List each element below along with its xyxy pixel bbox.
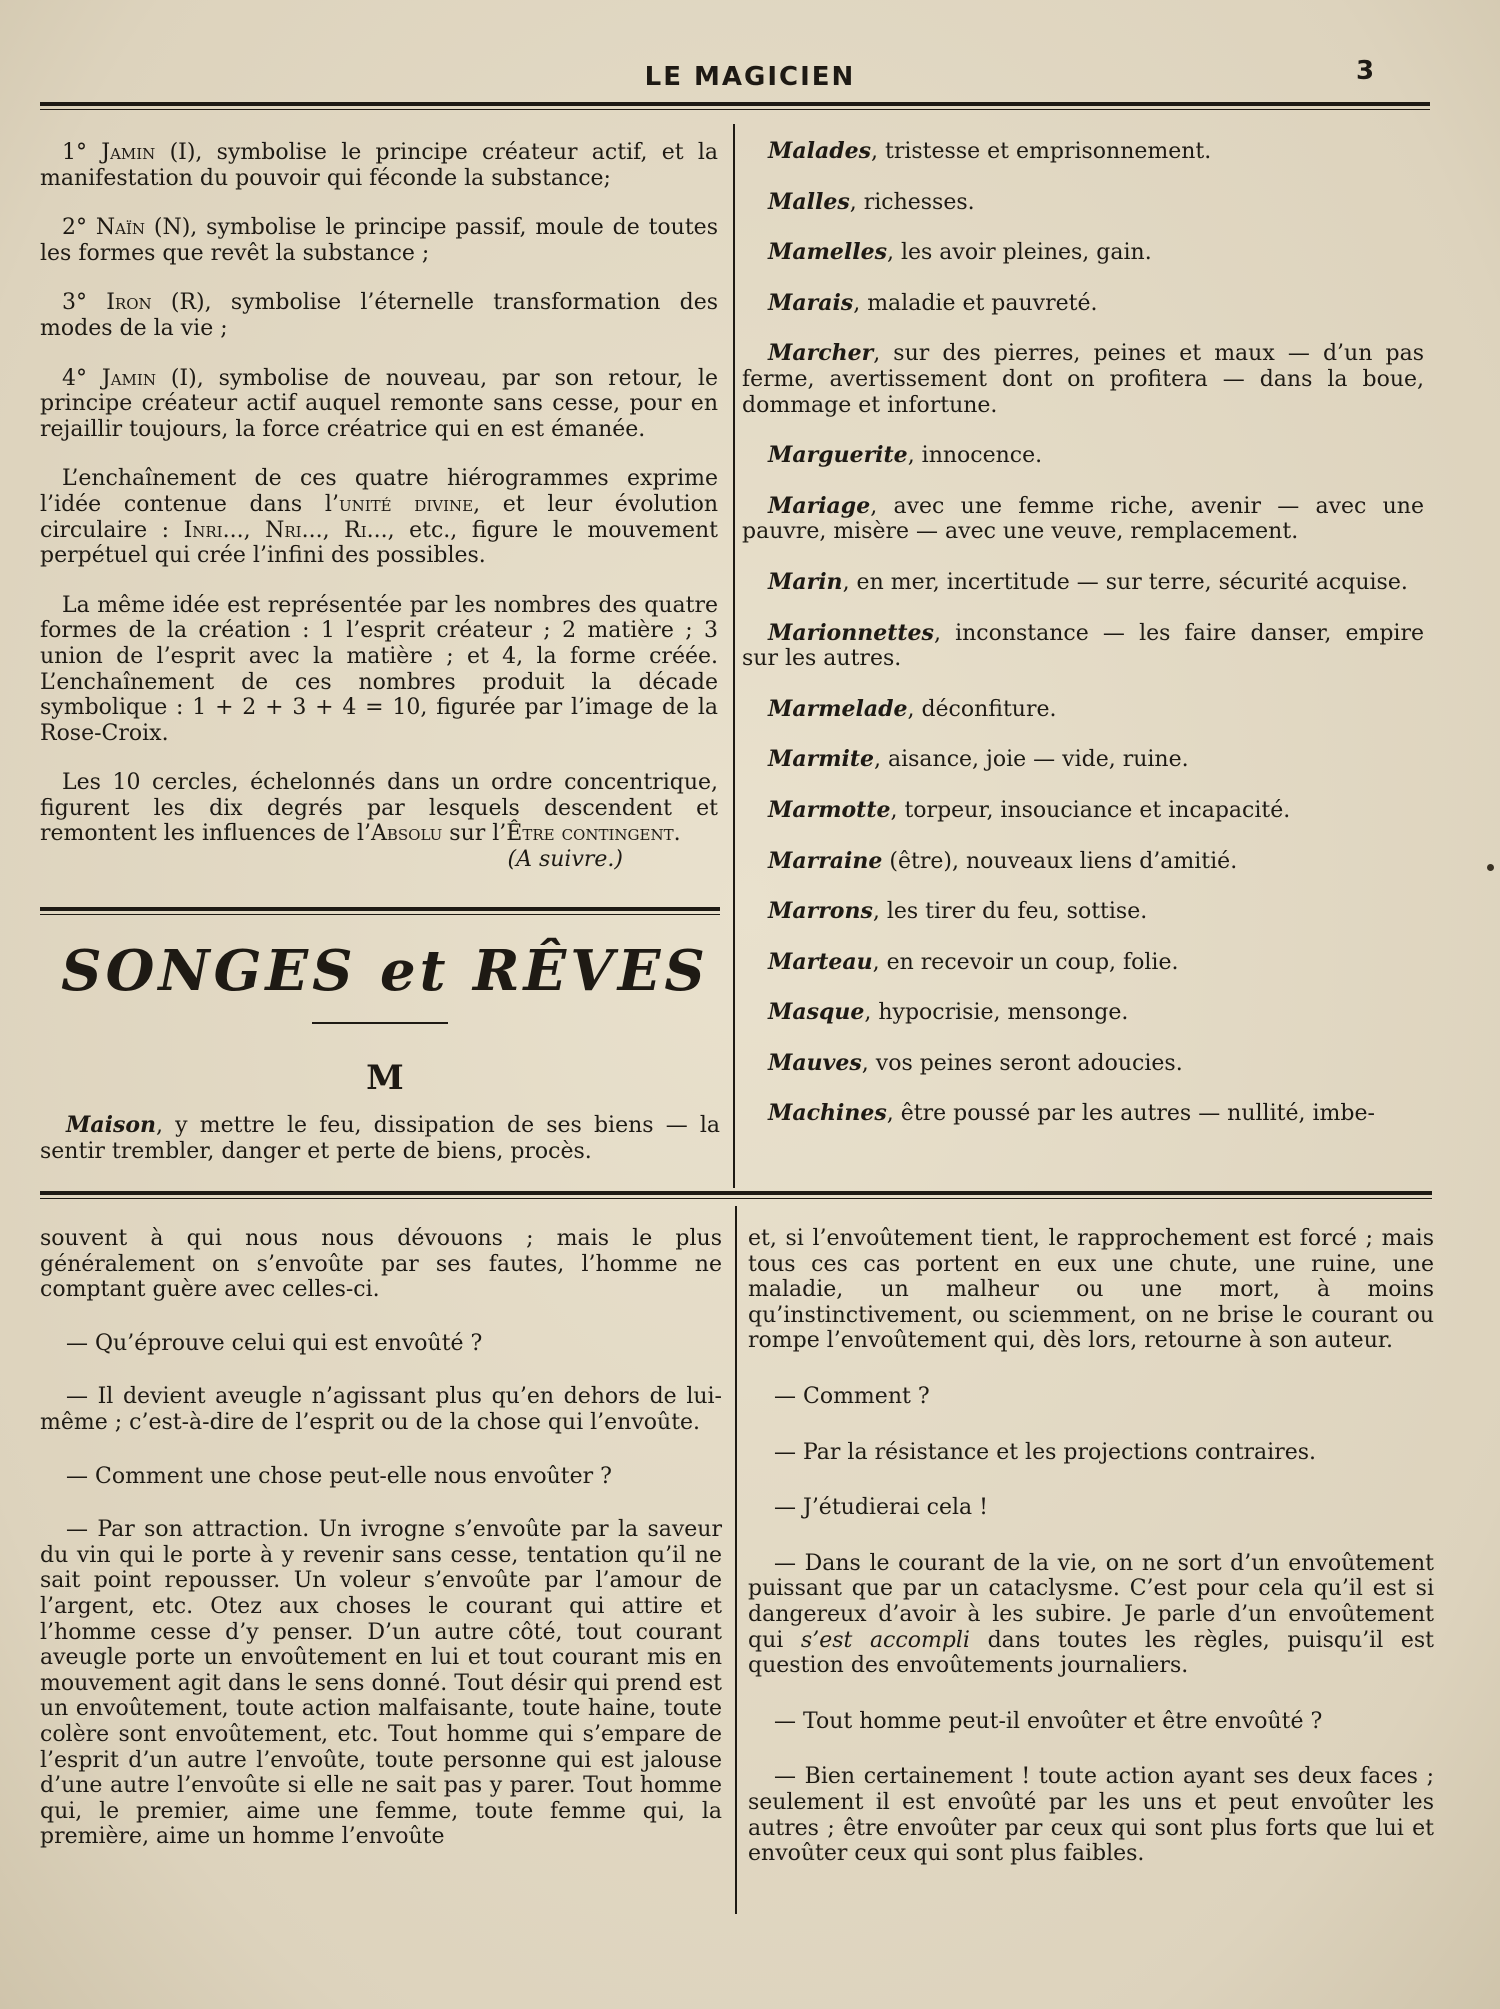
dream-meaning: , avec une femme riche, avenir — avec une pauvre, misère — avec une veuve, remplacement. — [742, 493, 1424, 545]
dream-meaning: , innocence. — [907, 443, 1043, 469]
mid-page-rule-thin — [40, 1198, 1432, 1199]
dream-meaning: , tristesse et emprisonnement. — [871, 139, 1212, 164]
dream-keyword: Marmite — [768, 746, 874, 773]
paragraph-text: — Dans le courant de la vie, on ne sort d’un envoûtement puissant que par un cataclysme. C’est pour cela qu’il est si dangereux d’avoir à les subire. Je parle d’un envoûtement qui — [748, 1550, 1434, 1653]
paragraph — [40, 466, 718, 568]
dream-entry — [742, 443, 1424, 469]
paragraph — [40, 140, 718, 191]
dream-entry — [742, 798, 1424, 824]
paragraph-text: dans toutes les règles, puisqu’il est question des envoûtements journaliers. — [748, 1627, 1435, 1679]
dream-entry — [742, 747, 1424, 773]
songes-first-entry — [40, 1113, 720, 1164]
paragraph-text: (R), symbolise l’éternelle transformation des modes de la vie ; — [40, 290, 718, 341]
dream-meaning: , les avoir pleines, gain. — [886, 240, 1152, 266]
dialogue-line — [748, 1551, 1434, 1679]
small-caps-term: Inri — [183, 517, 223, 543]
dream-meaning: , richesses. — [849, 189, 975, 215]
title-underline — [312, 1022, 448, 1024]
dream-keyword: Marin — [768, 568, 843, 595]
lower-column-divider — [735, 1206, 737, 1914]
lower-right-column — [748, 1226, 1434, 1867]
paragraph-text: , et leur évolution circulaire : — [40, 491, 718, 543]
upper-left-column — [40, 140, 718, 873]
dream-meaning: , vos peines seront adoucies. — [861, 1050, 1183, 1076]
dream-keyword: Masque — [768, 999, 865, 1026]
dream-entry — [742, 570, 1424, 596]
dream-keyword: Marais — [768, 289, 854, 316]
dream-entry — [742, 1101, 1424, 1127]
dialogue-line: — Tout homme peut-il envoûter et être envoûté ? — [774, 1708, 1323, 1734]
dream-keyword: Mauves — [768, 1049, 862, 1076]
small-caps-term: unité divine — [338, 491, 474, 517]
emphasis: s’est accompli — [800, 1627, 970, 1653]
dream-keyword: Marteau — [768, 948, 873, 975]
paragraph-text: ..., — [222, 517, 266, 543]
dialogue-line: — Comment ? — [774, 1383, 930, 1409]
to-be-continued: (A suivre.) — [507, 847, 623, 873]
dialogue-line: — Par la résistance et les projections contraires. — [774, 1439, 1317, 1465]
dream-keyword: Marrons — [768, 898, 873, 925]
small-caps-term: Être contingent — [506, 821, 674, 847]
paragraph: et, si l’envoûtement tient, le rapprochement est forcé ; mais tous ces cas portent en eux une chute, une ruine, une maladie, un malheur ou une mort, à moins qu’instinctivement, ou sciemment, on ne brise le courant ou rompe l’envoûtement qui, dès lors, retourne à son auteur. — [748, 1226, 1434, 1354]
small-caps-term: Ri — [344, 517, 367, 543]
numeral: 3° — [62, 290, 107, 316]
paragraph — [40, 366, 718, 443]
paragraph — [40, 290, 718, 341]
hierogram-name: Naïn — [95, 215, 146, 241]
mid-page-rule — [40, 1191, 1432, 1195]
page-number: 3 — [1356, 56, 1375, 86]
dialogue-line: — Bien certainement ! toute action ayant ses deux faces ; seulement il est envoûté par les uns et peut envoûter les autres ; être envoûter par ceux qui sont plus forts que lui et envoûter ceux qui sont plus faibles. — [748, 1764, 1434, 1867]
dream-meaning: (être), nouveaux liens d’amitié. — [882, 848, 1238, 874]
dream-keyword: Marionnettes — [768, 619, 934, 646]
dream-meaning: , y mettre le feu, dissipation de ses biens — la sentir trembler, danger et perte de biens, procès. — [40, 1113, 720, 1164]
numeral: 2° — [62, 215, 96, 241]
dream-entry — [742, 621, 1424, 672]
page-header-title: LE MAGICIEN — [644, 62, 856, 92]
dream-meaning: , déconfiture. — [907, 696, 1057, 722]
numeral: 4° — [62, 365, 102, 391]
paragraph-text: (I), symbolise de nouveau, par son retour, le principe créateur actif auquel remonte sans cesse, pour en rejaillir toujours, la force créatrice qui en est émanée. — [40, 365, 718, 442]
hierogram-name: Jamin — [101, 365, 156, 391]
dream-entry — [742, 1051, 1424, 1077]
dream-meaning: , sur des pierres, peines et maux — d’un pas ferme, avertissement dont on profitera — dans la boue, dommage et infortune. — [742, 341, 1424, 418]
header-rule-thin — [40, 109, 1430, 110]
dream-meaning: , maladie et pauvreté. — [853, 290, 1098, 316]
small-caps-term: Nri — [265, 517, 302, 543]
lower-left-column — [40, 1226, 722, 1878]
section-rule-thin — [40, 914, 720, 915]
paragraph-text: . — [673, 821, 681, 847]
paragraph: souvent à qui nous nous dévouons ; mais le plus généralement on s’envoûte par ses fautes, l’homme ne comptant guère avec celles-ci. — [40, 1226, 722, 1303]
dream-entry — [742, 849, 1424, 875]
songes-section-title: SONGES et RÊVES — [61, 938, 709, 1004]
paragraph-text: (I), symbolise le principe créateur actif, et la manifestation du pouvoir qui féconde la substance; — [40, 140, 718, 191]
dialogue-line: — Par son attraction. Un ivrogne s’envoûte par la saveur du vin qui le porte à y revenir sans cesse, tentation qu’il ne sait point repousser. Un voleur s’envoûte par l’amour de l’argent, etc. Otez aux choses le courant qui attire et l’homme cesse d’y penser. D’un autre côté, tout courant aveugle porte un envoûtement en lui et tout courant mis en mouvement agit dans le sens donné. Tout désir qui prend est un envoûtement, toute action malfaisante, toute haine, toute colère sont envoûtement, etc. Tout homme qui s’empare de l’esprit d’un autre l’envoûte, toute personne qui est jalouse d’une autre l’envoûte si elle ne sait pas y parer. Tout homme qui, le premier, aime une femme, toute femme qui, la première, aime un homme l’envoûte — [40, 1517, 722, 1850]
dream-keyword: Marguerite — [768, 442, 908, 469]
dream-meaning: , aisance, joie — vide, ruine. — [874, 747, 1189, 773]
dream-meaning: , être poussé par les autres — nullité, imbe- — [886, 1101, 1375, 1127]
paragraph-text: L’enchaînement de ces quatre hiérogrammes exprime l’idée contenue dans l’ — [40, 466, 718, 517]
dream-keyword: Marmelade — [768, 695, 908, 722]
paragraph: La même idée est représentée par les nombres des quatre formes de la création : 1 l’esprit créateur ; 2 matière ; 3 union de l’esprit avec la matière ; et 4, la forme créée. L’enchaînement de ces nombres produit la décade symbolique : 1 + 2 + 3 + 4 = 10, figurée par l’image de la Rose-Croix. — [40, 592, 718, 746]
dream-meaning: , en recevoir un coup, folie. — [872, 949, 1179, 975]
paragraph-text: Les 10 cercles, échelonnés dans un ordre concentrique, figurent les dix degrés par lesquels descendent et remontent les influences de l’ — [40, 770, 718, 847]
dream-entry — [742, 139, 1424, 165]
paragraph-text: (N), symbolise le principe passif, moule de toutes les formes que revêt la substance ; — [40, 215, 718, 266]
dream-entry — [742, 494, 1424, 545]
paragraph-text: ..., etc., figure le mouvement perpétuel qui crée l’infini des possibles. — [40, 517, 719, 569]
dialogue-line: — Comment une chose peut-elle nous envoûter ? — [66, 1463, 612, 1489]
dream-meaning: , inconstance — les faire danser, empire sur les autres. — [742, 620, 1424, 672]
dialogue-line: — Qu’éprouve celui qui est envoûté ? — [66, 1330, 483, 1356]
hierogram-name: Jamin — [101, 140, 156, 165]
dialogue-line: — Il devient aveugle n’agissant plus qu’en dehors de lui-même ; c’est-à-dire de l’esprit ou de la chose qui l’envoûte. — [40, 1384, 722, 1435]
dream-keyword: Maison — [66, 1112, 157, 1138]
paragraph — [40, 770, 718, 847]
header-rule — [40, 102, 1430, 106]
dream-keyword: Malles — [768, 188, 850, 215]
section-letter: M — [366, 1058, 404, 1098]
dream-keyword: Mariage — [768, 492, 871, 519]
dream-meaning: , les tirer du feu, sottise. — [872, 899, 1148, 925]
dream-entry — [742, 190, 1424, 216]
dream-keyword: Mamelles — [768, 239, 887, 266]
dream-meaning: , en mer, incertitude — sur terre, sécurité acquise. — [842, 569, 1408, 595]
dream-meaning: , torpeur, insouciance et incapacité. — [890, 797, 1291, 823]
dream-keyword: Marmotte — [768, 796, 891, 823]
dream-dictionary-column — [742, 139, 1424, 1152]
ink-speck — [1487, 864, 1494, 871]
dream-entry — [40, 1113, 720, 1164]
paragraph-text: ..., — [301, 517, 345, 543]
paragraph — [40, 215, 718, 266]
dream-keyword: Machines — [768, 1100, 887, 1127]
dream-keyword: Malades — [768, 138, 871, 164]
dialogue-line: — J’étudierai cela ! — [774, 1495, 988, 1521]
hierogram-name: Iron — [106, 290, 152, 316]
dream-meaning: , hypocrisie, mensonge. — [864, 1000, 1129, 1026]
numeral: 1° — [62, 140, 102, 165]
dream-entry — [742, 697, 1424, 723]
paragraph-text: sur l’ — [442, 821, 507, 847]
dream-entry — [742, 291, 1424, 317]
dream-entry — [742, 950, 1424, 976]
section-rule — [40, 907, 720, 911]
dream-entry — [742, 1000, 1424, 1026]
dream-keyword: Marcher — [768, 340, 874, 367]
small-caps-term: Absolu — [371, 821, 443, 847]
upper-column-divider — [733, 124, 735, 1188]
dream-entry — [742, 899, 1424, 925]
dream-keyword: Marraine — [768, 847, 883, 874]
dream-entry — [742, 240, 1424, 266]
dream-entry — [742, 341, 1424, 418]
